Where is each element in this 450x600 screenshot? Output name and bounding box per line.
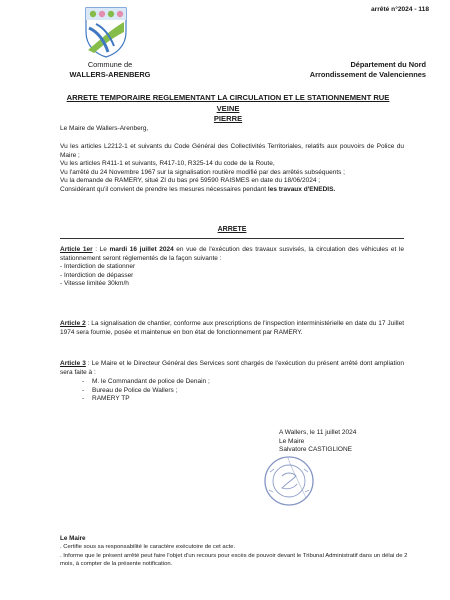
signature-place-date: A Wallers, le 11 juillet 2024 <box>279 429 357 436</box>
article-2 <box>60 320 404 337</box>
commune-label: Commune de <box>87 60 133 69</box>
signature-name: Salvatore CASTIGLIONE <box>279 446 352 454</box>
commune-name: WALLERS-ARENBERG <box>69 70 151 79</box>
article-3 <box>60 360 404 404</box>
recipient-item: - M. le Commandant de police de Denain ; <box>82 378 404 387</box>
article-1-date-prefix: Le <box>99 246 110 253</box>
article-2-body: : La signalisation de chantier, conforme aux prescriptions de l'inspection interministérielle en date du 17 Juillet 1974 sera fournie, posée et maintenue en bon état de fonctionnement par RAMERY. <box>60 320 405 336</box>
footer-block <box>60 535 410 569</box>
article-2-label: Article 2 <box>60 320 86 327</box>
article-1-body: en vue de l'exécution des travaux susvisés, la circulation des véhicules et le stationnement seront réglementés de la façon suivante : <box>60 246 404 262</box>
section-divider <box>60 238 404 239</box>
recipient-list <box>82 378 404 404</box>
article-3-text <box>60 360 404 377</box>
article-1-item: - Interdiction de stationner <box>60 263 136 271</box>
arrete-reference: arrêté n°2024 - 118 <box>371 6 429 13</box>
article-1 <box>60 246 404 289</box>
considering-bold: les travaux d'ENEDIS. <box>267 185 336 193</box>
arrondissement-name: Arrondissement de Valenciennes <box>309 70 426 79</box>
signature-block <box>279 429 356 455</box>
document-title <box>60 93 396 125</box>
article-1-sep: : <box>92 246 100 253</box>
article-1-date: mardi 16 juillet 2024 <box>109 246 174 253</box>
considering-prefix: Considérant qu'il convient de prendre les mesures nécessaires pendant <box>60 185 268 193</box>
vu-code-route: Vu les articles R411-1 et suivants, R417-10, R325-14 du code de la Route, <box>60 160 275 168</box>
considering-line <box>60 186 404 195</box>
official-seal-stamp-icon <box>262 454 316 508</box>
arrete-heading: ARRETE <box>217 226 247 233</box>
vu-demande-ramery: Vu la demande de RAMERY, situé ZI du bas pré 59590 RAISMES en date du 18/06/2024 ; <box>60 177 321 185</box>
article-1-item: - Vitesse limitée 30km/h <box>60 280 129 288</box>
footer-appeal-notice: . Informe que le présent arrêté peut faire l'objet d'un recours pour excès de pouvoir devant le Tribunal Administratif dans un délai de 2 mois, à compter de la présente notification. <box>60 552 408 568</box>
title-line-1: ARRETE TEMPORAIRE REGLEMENTANT LA CIRCULATION ET LE STATIONNEMENT RUE VEINE <box>66 93 390 113</box>
vu-cgct: Vu les articles L2212-1 et suivants du Code Général des Collectivités Territoriales, relatifs aux pouvoirs de Police du Maire ; <box>60 143 404 159</box>
department-name: Département du Nord <box>350 60 426 69</box>
recipient-item: - Bureau de Police de Wallers ; <box>82 387 404 396</box>
recipient-item: - RAMERY TP <box>82 395 404 404</box>
town-crest-icon <box>84 6 128 58</box>
title-line-2: PIERRE <box>213 114 243 123</box>
article-3-body: : Le Maire et le Directeur Général des Services sont chargés de l'exécution du présent arrêté dont ampliation sera faite à : <box>60 360 404 376</box>
article-1-item: - Interdiction de dépasser <box>60 271 134 279</box>
vu-arrete-1967: Vu l'arrêté du 24 Novembre 1967 sur la signalisation routière modifié par des arrêtés subséquents ; <box>60 168 345 176</box>
signature-role: Le Maire <box>279 437 305 445</box>
article-1-text <box>60 246 404 263</box>
mayor-line: Le Maire de Wallers-Arenberg, <box>60 125 149 132</box>
footer-heading: Le Maire <box>60 535 86 542</box>
article-1-label: Article 1er <box>60 246 93 253</box>
department-block <box>266 60 426 80</box>
article-3-label: Article 3 <box>60 360 86 367</box>
preamble-block <box>60 143 404 195</box>
footer-certification: . Certifie sous sa responsabilité le caractère exécutoire de cet acte. <box>60 544 236 551</box>
commune-block <box>62 60 158 80</box>
